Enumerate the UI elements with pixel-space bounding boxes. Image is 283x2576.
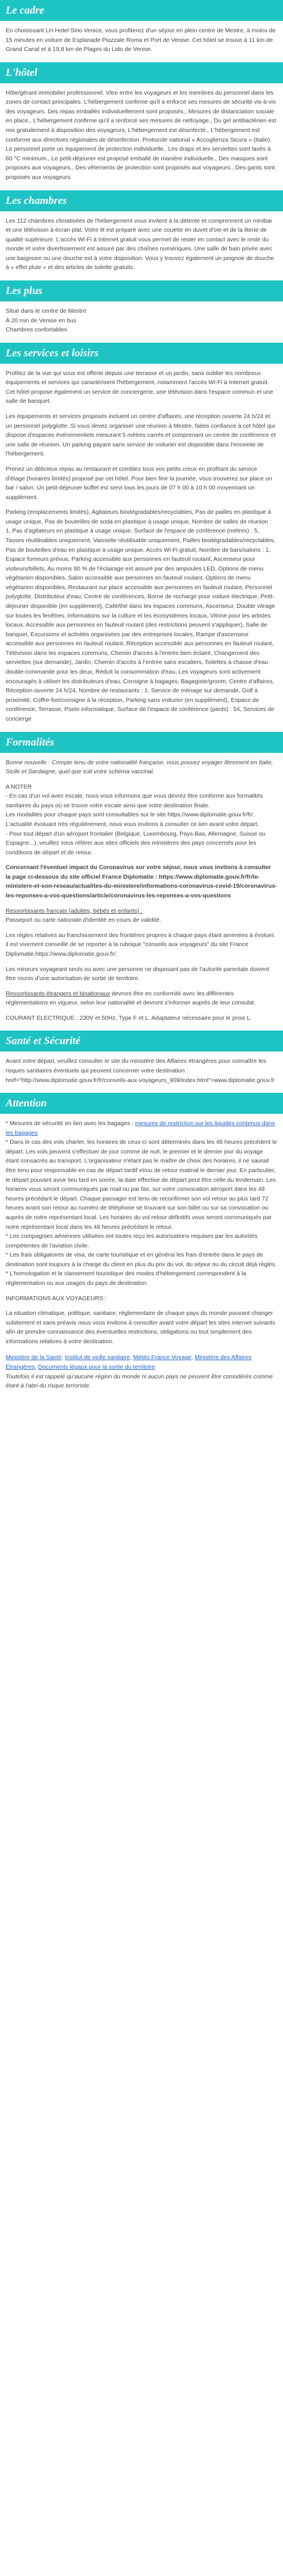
nota-title: A NOTER — [6, 783, 32, 790]
section-sante — [0, 1031, 283, 1093]
section-title-sante: Santé et Sécurité — [0, 1031, 283, 1051]
section-title-services: Les services et loisirs — [0, 343, 283, 364]
section-title-chambres: Les chambres — [0, 190, 283, 211]
info-title: INFORMATIONS AUX VOYAGEURS : — [6, 1295, 107, 1302]
ressortissants-title: Ressortissants français (adultes, bébés et enfants) : — [6, 907, 143, 914]
sante-text: Avant votre départ, veuillez consulter le site du ministère des Affaires étrangères pour connaître les risques sanitaires éventuels qui peuvent concerner votre destination : href="http://www.diplomatie.gouv.fr/fr/conseils-aux-voyageurs_909/index.html">www.diplomatie.gouv.fr — [6, 1058, 275, 1084]
section-hotel — [0, 62, 283, 190]
courant-electrique: COURANT ELECTRIQUE : 230V et 50Hz. Type F et L. Adaptateur nécessaire pour le prise L. — [6, 1014, 252, 1021]
attention-paragraph: * Dans le cas des vols charter, les horaires de ceux-ci sont déterminés dans les 48 heures précédent le départ. Les vols peuvent s'effectuer de jour comme de nuit, le premier et le dernier jour du voyage étant consacrés au transport. L'organisateur n'étant pas le maître de choix des horaires, il ne saurait être tenu pour responsable en cas de départ tardif et/ou de retour matinal le dernier jour. En particulier, le départ pouvant avoir lieu tard en soirée, la date effective de départ peut être celle du lendemain. Les horaires vous seront communiqués par mail ou par fax, sur votre convocation aéroport dans les 48 heures précédant le départ. Chaque passager est tenu de reconfirmer son vol retour au plus tard 72 heures avant son retour au numéro de téléphone se trouvant sur son billet ou sur sa convocation ou auprès de notre représentant local. Les horaires du vol retour définitifs vous seront communiqués par notre représentant local dans les 48 heures précédant le retour. — [6, 1139, 277, 1230]
coronavirus-notice: Concernant l'éventuel impact du Coronavirus sur votre séjour, nous vous invitons à consulter la page ci-dessous du site officiel France Diplomatie : https://www.diplomatie.gouv.fr/fr/le-ministere-et-son-reseau/actualites-du-ministere/informations-coronavirus-covid-19/coronavirus-les-reponses-a-vos-questions/article/coronavirus-les-reponses-a-vos-questions — [6, 864, 277, 900]
section-title-cadre: Le cadre — [0, 0, 283, 21]
section-chambres — [0, 190, 283, 280]
hotel-text: Hôte/gérant immobilier professionnel. Vitre entre les voyageurs et les membres du personnel dans les zones de contact principales. L'hébergement confirme qu'il a enforcé ses mesures de sécurité vis-à-vis des voyageurs. Des repas emballés individuellement sont proposés., Mesures de distanciation sociale en place., L'hébergement confirme qu'il a renforcé ses mesures de nettoyage., Du gel antibactérien est mis gratuitement à disposition des voyageurs, L'hébergement est désinfecté., L'hébergement est conforme aux directives régionales de désinfection. Protocole national « Accoglienza Sicura » (Italie). Le personnel porte un équipement de protection individuelle.. Les draps et les serviettes sont lavés à 60 °C minimum., Le petit-déjeuner est proposé emballé de manière individuelle., Des masques sont proposés aux voyageurs., Des vêtements de protection sont proposés aux voyageurs., Des gants sont proposés aux voyageurs — [6, 89, 276, 181]
mineurs-text: Les mineurs voyageant seuls ou avec une personne ne disposant pas de l'autorité parentale doivent être munis d'une autorisation de sortie de territoire. — [6, 965, 269, 982]
services-paragraph: Prenez un délicieux repas au restaurant et comblez tous vos petits creux en profitant du service d'étage (horaires limités) proposé par cet hôtel. Pour bien finir la journée, vous trouverez sur place un bar / salon. Un petit-déjeuner buffet est servi tous les jours de 07 h 00 à 10 h 00 moyennant un supplément. — [6, 465, 272, 501]
link-affaires-etrangeres[interactable]: Ministère des Affaires Étrangères — [6, 1354, 252, 1371]
section-plus — [0, 280, 283, 343]
etrangers-text: devront être en conformité avec les différentes réglementations en vigueur, selon leur nationalité et devront s'informer auprès de leur consulat. — [6, 990, 256, 1007]
attention-paragraph: * L'homologation et le classement touristique des modes d'hébergement correspondent à la réglementation ou aux usages du pays de destination. — [6, 1270, 246, 1287]
services-paragraph: Les équipements et services proposés incluent un centre d'affaires, une réception ouverte 24 h/24 et un personnel polyglotte. Si vous devez organiser une réunion à Mestre, faites confiance à cet hôtel qui dispose d'espaces événementiels mesurant 5 mètres carrés et comprenant un centre de conférence et une salle de réunion. Un parking payant sans service de voiturier est disponible dans l'enceinte de l'hébergement. — [6, 413, 276, 458]
info-text: La situation climatique, politique, sanitaire, réglementaire de chaque pays du monde pouvant changer subitement et sans préavis nous vous invitons à consulter avant votre départ les sites internet suivants afin de prendre connaissance des éventuelles restrictions, obligations ou tout simplement des informations relatives à votre destination. — [6, 1310, 276, 1345]
link-ministere-sante[interactable]: Ministère de la Santé — [6, 1354, 62, 1361]
formalites-intro: Bonne nouvelle : Compte tenu de votre nationalité française, vous pouvez voyager librement en Italie, Sicile et Sardaigne, quel que soit votre schéma vaccinal. — [6, 759, 273, 776]
plus-item: Chambres confortables — [6, 326, 67, 334]
link-institut-veille[interactable]: Institut de veille sanitaire — [65, 1354, 130, 1361]
ressortissants-text: Passeport ou carte nationale d'identité en cours de validité. — [6, 917, 161, 924]
nota-line: Les modalités pour chaque pays sont consultables sur le site https://www.diplomatie.gouv.fr/fr/. L'actualité évoluant très régulièrement, nous vous invitons à consulter ce lien avant votre départ. — [6, 811, 259, 828]
section-title-formalites: Formalités — [0, 732, 283, 753]
chambres-text: Les 112 chambres climatisées de l'hébergement vous invitent à la détente et comprennent un minibar et une télévision à écran plat. Votre lit est préparé avec une couette en duvet d'oie et de la literie de qualité supérieure. L'accès Wi-Fi à Internet gratuit vous permet de rester en contact avec le reste du monde et votre divertissement est assuré par des chaînes numériques. Une salle de bain privée avec une baignoire ou une douche est à votre disposition. Vous y trouvez également un peignoir de douche à « effet pluie » et des articles de toilette gratuits. — [6, 217, 274, 271]
nota-line: - Pour tout départ d'un aéroport frontalier (Belgique, Luxembourg, Pays-Bas, Allemagne, Suisse ou Espagne...), veuillez vous référer aux sites officiels des ministères des pays concernés pour les conditions de départ et de retour. — [6, 830, 266, 856]
attention-paragraph: * Les frais obligatoires de visa, de carte touristique et en général les frais d'entrée dans le pays de destination sont toujours à la charge du client en plus du prix du vol, du séjour ou du circuit déjà réglés. — [6, 1251, 277, 1268]
section-title-attention: Attention — [0, 1093, 283, 1114]
section-services — [0, 343, 283, 732]
nota-line: - En cas d'un vol avec escale, nous vous informons que vous devrez être conforme aux formalités sanitaires du pays où se trouve votre escale ainsi que votre destination finale. — [6, 793, 263, 809]
terror-risk-note: Toutefois il est rappelé qu'aucune région du monde ni aucun pays ne peuvent être considérés comme étant à l'abri du risque terroriste. — [6, 1373, 273, 1390]
cadre-text: En choisissant LH Hotel Sirio Venice, vous profiterez d'un séjour en plein centre de Mestre, à moins de 15 minutes en voiture de Esplanade Piazzale Roma et Port de Venise. Cet hôtel se trouve à 11 km de Grand Canal et à 19,8 km de Plages du Lido de Venise. — [6, 27, 276, 53]
section-title-plus: Les plus — [0, 280, 283, 301]
section-formalites — [0, 732, 283, 1031]
official-links: Ministère de la Santé, Institut de veille sanitaire, Météo France Voyage, Ministère des Affaires Étrangères, Documents légaux pour la sortie du territoire — [6, 1354, 252, 1371]
mesures-prefix: * Mesures de sécurité en lien avec les bagages : — [6, 1120, 135, 1127]
section-cadre — [0, 0, 283, 62]
link-meteo-france[interactable]: Météo France Voyage — [133, 1354, 192, 1361]
services-amenities-list: Parking (emplacements limités), Agitateurs biodégradables/recyclables, Pas de pailles en plastique à usage unique, Pas de bouteilles de soda en plastique à usage unique, Nombre de salles de réunion : 1, Pas d'agitateurs en plastique à usage unique, Surface de l'espace de conférence (mètres) : 5, Tasses réutilisables uniquement, Vaisselle réutilisable uniquement, Pailles biodégradables/recyclables, Pas de bouteilles d'eau en plastique à usage unique, Accès Wi-Fi gratuit, Nombre de bars/salons : 1, Espace fumeurs prévus, Parking accessible aux personnes en fauteuil roulant, Ascenseur pour visiteurs/billets, Au moins 80 % de l'éclairage est assuré par des ampoules LED, Options de menu végétarien disponibles, Salon accessible aux personnes en fauteuil roulant, Options de menu végétarien disponibles, Restaurant sur place accessible aux personnes en fauteuil roulant, Personnel polyglotte, Distributeur d'eau, Centre de conférences, Borne de recharge pour voiture électrique, Petit-déjeuner disponible (en supplément), Café/thé dans les espaces communs, Ascenseur, Double vitrage sur toutes les fenêtres, Informations sur la culture et les écosystèmes locaux, Vitrine pour les artistes locaux, Accessible aux personnes en fauteuil roulant (des restrictions peuvent s'appliquer), Salle de banquet, Excursions et activités organisées par des entreprises locales, Rampe d'ascenseur accessible aux personnes en fauteuil roulant, Réception accessible aux personnes en fauteuil roulant, Télévision dans les espaces communs, Chemin d'accès à l'entrée bien éclairé, Changement des serviettes (sur demande), Jardin, Chemin d'accès à l'entrée sans escaliers, Toilettes à chasse d'eau double-commande pour les deux, Réduit la consommation d'eau, Les voyageurs sont activement encouragés à utiliser les distributeurs d'eau, Consigne à bagages, Bagagiste/groom, Centre d'affaires, Réception ouverte 24 h/24, Nombre de restaurants : 1, Service de ménage sur demande, Golf à proximité, Coffre-fort/consigne à la réception, Parking sans voiturier (en supplément), Espace de conférence, Terrasse, Poste informatique, Surface de l'espace de conférence (pieds) : 54, Services de concierge — [6, 509, 276, 722]
plus-item: À 20 min de Venise en bus — [6, 317, 76, 324]
plus-item: Situé dans le centre de Mestre — [6, 307, 87, 314]
regles-text: Les règles relatives au franchissement des frontières propres à chaque pays étant amenées à évoluer, il est vivement conseillé de se reporter à la rubrique "conseils aux voyageurs" du site France Diplomatie,https://www.diplomatie.gouv.fr/. — [6, 931, 276, 957]
liquides-link[interactable]: mesures de restriction sur les liquides contenus dans les bagages — [6, 1120, 275, 1136]
section-title-hotel: L'hôtel — [0, 62, 283, 83]
attention-paragraph: * Les compagnies aériennes utilisées ont toutes reçu les autorisations requises par les autorités compétentes de l'aviation civile. — [6, 1233, 258, 1249]
section-attention — [0, 1093, 283, 1399]
etrangers-title: Ressortissants étrangers et binationaux — [6, 990, 110, 997]
services-paragraph: Profitez de la vue qui vous est offerte depuis une terrasse et un jardin, sans oublier les nombreux équipements et services qui caractérisent l'hébergement, notamment l'accès Wi-Fi à Internet gratuit. Cet hôtel propose également un service de conciergerie, une télévision dans l'espace commun et une salle de banquet. — [6, 369, 273, 405]
link-documents-legaux[interactable]: Documents légaux pour la sortie du territoire — [38, 1364, 155, 1371]
